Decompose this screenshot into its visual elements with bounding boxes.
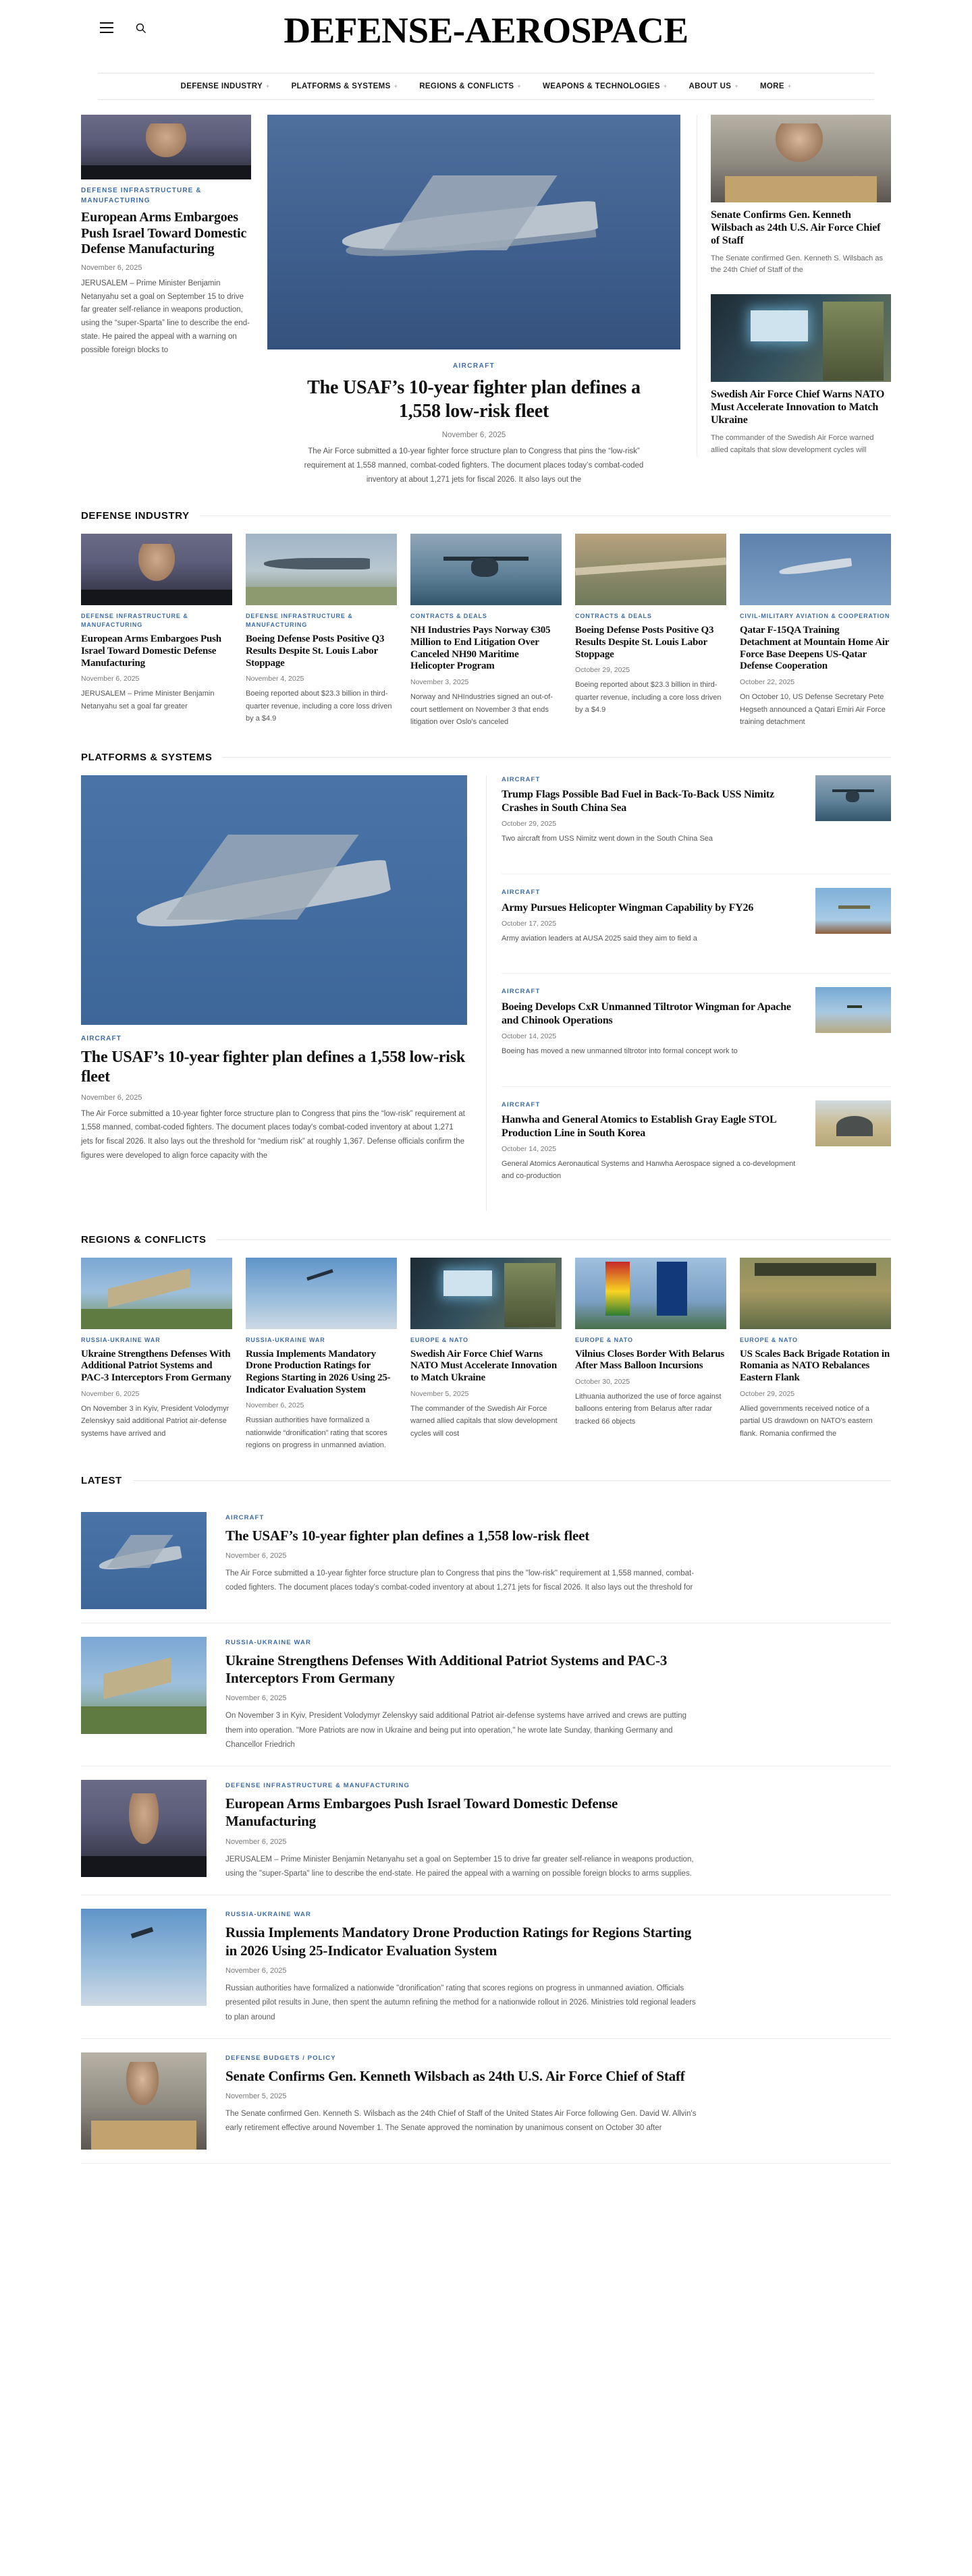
article-excerpt: Norway and NHIndustries signed an out-of-court settlement on November 3 that ends litigation over Oslo's canceled [410,693,553,727]
card-grid [81,534,891,728]
section-regions-conflicts [81,1234,891,1452]
article-excerpt: The commander of the Swedish Air Force warned allied capitals that slow development cycles will cost [410,1404,558,1438]
article-excerpt: JERUSALEM – Prime Minister Benjamin Netanyahu set a goal far greater [81,690,215,710]
section-latest [81,1475,891,2164]
plus-icon: + [266,83,270,90]
article-excerpt: The commander of the Swedish Air Force warned allied capitals that slow development cycles will [711,433,874,454]
article-thumbnail[interactable] [246,1258,397,1329]
list-item[interactable] [502,973,891,1072]
latest-list-item[interactable] [81,1766,891,1895]
list-item[interactable] [502,1086,891,1198]
article-excerpt: Allied governments received notice of a partial US drawdown on NATO's eastern flank. Romania confirmed the [740,1404,873,1438]
article-thumbnail[interactable] [81,1637,207,1734]
article-category[interactable]: CONTRACTS & DEALS [410,613,487,620]
hero-section [81,100,891,487]
plus-icon: + [663,83,668,90]
section-title: PLATFORMS & SYSTEMS [81,751,213,763]
article-headline[interactable]: Boeing Develops CxR Unmanned Tiltrotor Wingman for Apache and Chinook Operations [502,1001,791,1026]
article-thumbnail[interactable] [81,1780,207,1877]
section-title: REGIONS & CONFLICTS [81,1233,207,1245]
article-category[interactable]: DEFENSE INFRASTRUCTURE & MANUFACTURING [81,613,188,629]
article-excerpt: Boeing has moved a new unmanned tiltrotor into formal concept work to [502,1046,738,1055]
article-thumbnail[interactable] [410,534,562,605]
article-headline[interactable]: Boeing Defense Posts Positive Q3 Results Despite St. Louis Labor Stoppage [575,625,714,660]
article-thumbnail[interactable] [81,1258,232,1329]
article-excerpt: Two aircraft from USS Nimitz went down in the South China Sea [502,835,713,843]
section-divider [223,757,891,758]
article-thumbnail[interactable] [740,1258,891,1329]
article-category[interactable]: AIRCRAFT [502,988,541,996]
plus-icon: + [517,83,522,90]
article-thumbnail[interactable] [246,534,397,605]
article-excerpt: The Air Force submitted a 10-year fighter force structure plan to Congress that pins the "low-risk" requirement at 1,558 manned, combat-coded fighters. The document places today's combat-coded inventory at about 1,271 jets for fiscal 2026. It also lays out the threshold for [225,1569,695,1592]
article-thumbnail[interactable] [81,1512,207,1609]
article-category[interactable]: AIRCRAFT [502,888,541,896]
nav-list [170,82,803,90]
nav-item-about-us[interactable] [678,82,749,90]
article-category[interactable]: RUSSIA-UKRAINE WAR [225,1911,311,1919]
article-date: November 6, 2025 [225,1694,287,1703]
section-platforms-systems [81,752,891,1211]
article-card[interactable] [410,534,562,728]
article-headline[interactable]: The USAF’s 10-year fighter plan defines a 1,558 low-risk fleet [225,1527,590,1544]
section-defense-industry [81,510,891,728]
article-category[interactable]: DEFENSE INFRASTRUCTURE & MANUFACTURING [246,613,353,629]
card-grid [81,1258,891,1452]
plus-icon: + [734,83,738,90]
section-header [81,752,891,763]
section-header [81,1475,891,1486]
article-headline[interactable]: Swedish Air Force Chief Warns NATO Must Accelerate Innovation to Match Ukraine [711,389,885,426]
nav-label: WEAPONS & TECHNOLOGIES [543,82,660,90]
nav-label: DEFENSE INDUSTRY [180,82,263,90]
article-card[interactable] [575,534,726,728]
site-header [0,0,972,73]
section-divider [217,1239,891,1240]
article-headline[interactable]: The USAF’s 10-year fighter plan defines a 1,558 low-risk fleet [81,1048,466,1086]
article-headline[interactable]: Hanwha and General Atomics to Establish Gray Eagle STOL Production Line in South Korea [502,1114,776,1140]
platforms-layout [81,775,891,1211]
page-bottom-spacer [81,2164,891,2177]
article-category[interactable]: AIRCRAFT [502,1100,541,1109]
article-date: October 22, 2025 [740,678,795,687]
article-category[interactable]: DEFENSE BUDGETS / POLICY [225,2054,336,2062]
article-card[interactable] [246,534,397,728]
article-excerpt: The Senate confirmed Gen. Kenneth S. Wilsbach as the 24th Chief of Staff of the United States Air Force following Gen. David W. Allvin's early retirement effective around November 1. The Senate approved the nomination by unanimous consent on October 30 after [225,2110,697,2133]
article-headline[interactable]: The USAF’s 10-year fighter plan defines a 1,558 low-risk fleet [307,376,641,422]
article-headline[interactable]: Qatar F-15QA Training Detachment at Mountain Home Air Force Base Deepens US-Qatar Defense Cooperation [740,625,889,672]
article-thumbnail[interactable] [81,1909,207,2006]
section-header [81,510,891,522]
article-excerpt: Boeing reported about $23.3 billion in third-quarter revenue, including a core loss driven by a $4.9 [246,690,392,723]
article-date: November 6, 2025 [81,675,140,683]
article-date: October 14, 2025 [502,1145,557,1154]
article-thumbnail[interactable] [815,987,891,1033]
article-category[interactable]: DEFENSE INFRASTRUCTURE & MANUFACTURING [225,1782,410,1790]
article-thumbnail[interactable] [815,1100,891,1146]
article-headline[interactable]: European Arms Embargoes Push Israel Toward Domestic Defense Manufacturing [81,210,247,257]
article-date: October 29, 2025 [575,666,630,675]
article-card[interactable] [81,534,232,728]
article-headline[interactable]: European Arms Embargoes Push Israel Toward Domestic Defense Manufacturing [225,1795,618,1830]
nav-label: REGIONS & CONFLICTS [419,82,514,90]
article-excerpt: Boeing reported about $23.3 billion in third-quarter revenue, including a core loss driven by a $4.9 [575,681,722,715]
article-category[interactable]: RUSSIA-UKRAINE WAR [225,1638,311,1646]
article-excerpt: Russian authorities have formalized a nationwide “dronification” rating that scores regions on progress in unmanned aviation. [246,1416,387,1450]
hero-main-article[interactable] [267,115,680,487]
article-category[interactable]: EUROPE & NATO [410,1336,468,1343]
article-headline[interactable]: European Arms Embargoes Push Israel Toward Domestic Defense Manufacturing [81,634,221,669]
article-card[interactable] [740,1258,891,1452]
article-headline[interactable]: Trump Flags Possible Bad Fuel in Back-To-Back USS Nimitz Crashes in South China Sea [502,789,774,814]
site-title[interactable]: DEFENSE-AEROSPACE [284,10,688,51]
section-divider [200,515,891,516]
article-card[interactable] [575,1258,726,1452]
section-title: LATEST [81,1474,122,1486]
article-category[interactable]: AIRCRAFT [225,1513,265,1521]
article-date: November 4, 2025 [246,675,304,683]
plus-icon: + [394,83,398,90]
article-headline[interactable]: Senate Confirms Gen. Kenneth Wilsbach as 24th U.S. Air Force Chief of Staff [711,209,881,246]
list-item[interactable] [502,775,891,860]
article-category[interactable]: DEFENSE INFRASTRUCTURE & MANUFACTURING [81,187,202,204]
article-thumbnail[interactable] [575,534,726,605]
nav-item-defense-industry[interactable] [170,82,281,90]
article-date: November 5, 2025 [410,1389,469,1398]
article-card[interactable] [246,1258,397,1452]
article-card[interactable] [740,534,891,728]
article-excerpt: JERUSALEM – Prime Minister Benjamin Netanyahu set a goal on September 15 to drive far greater self-reliance in weapons production, using the "super-Sparta" line to describe the end-state. He paired the appeal with a warning on possible foreign blocks to arms supplies. [225,1855,694,1878]
article-date: November 6, 2025 [225,1967,287,1976]
article-thumbnail[interactable] [575,1258,726,1329]
article-date: November 6, 2025 [246,1401,304,1410]
article-headline[interactable]: Vilnius Closes Border With Belarus After Mass Balloon Incursions [575,1348,725,1372]
article-thumbnail[interactable] [81,534,232,605]
article-headline[interactable]: Russia Implements Mandatory Drone Production Ratings for Regions Starting in 2026 Using 25-Indicator Evaluation System [225,1924,692,1959]
article-excerpt: On November 3 in Kyiv, President Volodymyr Zelenskyy said additional Patriot air-defense systems have arrived and [81,1404,230,1438]
article-headline[interactable]: NH Industries Pays Norway €305 Million to End Litigation Over Canceled NH90 Maritime Helicopter Program [410,625,551,672]
article-thumbnail[interactable] [267,115,680,349]
article-excerpt: Lithuania authorized the use of force against balloons entering from Belarus after radar tracked 66 objects [575,1392,722,1426]
article-date: November 6, 2025 [81,263,142,272]
article-excerpt: The Senate confirmed Gen. Kenneth S. Wilsbach as the 24th Chief of Staff of the [711,254,883,275]
section-title: DEFENSE INDUSTRY [81,510,190,522]
nav-item-regions-conflicts[interactable] [408,82,532,90]
article-headline[interactable]: Russia Implements Mandatory Drone Production Ratings for Regions Starting in 2026 Using 25-Indicator Evaluation System [246,1348,391,1395]
article-headline[interactable]: Army Pursues Helicopter Wingman Capability by FY26 [502,901,754,914]
article-date: November 6, 2025 [81,1389,140,1398]
nav-label: PLATFORMS & SYSTEMS [291,82,391,90]
plus-icon: + [787,83,792,90]
article-excerpt: On November 3 in Kyiv, President Volodymyr Zelenskyy said additional Patriot air-defense systems have arrived and crews are putting them into operation. "More Patriots are now in Ukraine and being put into operation," he wrote late Sunday, thanking Germany and Chancellor Friedrich [225,1712,687,1749]
article-date: October 29, 2025 [502,820,557,829]
hero-sidebar [697,115,891,487]
nav-item-more[interactable] [749,82,803,90]
article-date: October 14, 2025 [502,1032,557,1040]
list-item[interactable] [502,874,891,959]
latest-list-item[interactable] [81,1499,891,1623]
article-date: November 6, 2025 [225,1837,287,1846]
article-thumbnail[interactable] [711,294,891,382]
article-excerpt: The Air Force submitted a 10-year fighter force structure plan to Congress that pins the “low-risk” requirement at 1,558 manned, combat-coded fighters. The document places today's combat-coded inventory at about 1,271 jets for fiscal 2026. It also lays out the threshold for “medium risk” at roughly 1,367. Defense officials confirm the figures were developed to align force capacity with the [81,1109,465,1160]
main-navigation [98,73,874,100]
latest-list-item[interactable] [81,2039,891,2164]
article-excerpt: JERUSALEM – Prime Minister Benjamin Netanyahu set a goal on September 15 to drive far greater self-reliance in weapons production, using the “super-Sparta” line to describe the end-state. He paired the appeal with a warning on possible foreign blocks to [81,279,250,354]
article-category[interactable]: AIRCRAFT [452,362,495,370]
sidebar-article[interactable] [711,294,891,456]
article-excerpt: Army aviation leaders at AUSA 2025 said they aim to field a [502,934,697,943]
article-thumbnail[interactable] [410,1258,562,1329]
article-date: November 5, 2025 [225,2092,287,2101]
article-date: November 3, 2025 [410,678,469,687]
article-excerpt: General Atomics Aeronautical Systems and Hanwha Aerospace signed a co-development and co-production [502,1160,796,1180]
article-date: November 6, 2025 [225,1551,287,1560]
article-category[interactable]: AIRCRAFT [81,1034,122,1042]
article-thumbnail[interactable] [711,115,891,202]
article-headline[interactable]: US Scales Back Brigade Rotation in Romania as NATO Rebalances Eastern Flank [740,1348,890,1383]
article-date: November 6, 2025 [441,430,506,439]
nav-label: ABOUT US [688,82,732,90]
article-category[interactable]: EUROPE & NATO [575,1336,633,1343]
article-excerpt: The Air Force submitted a 10-year fighter force structure plan to Congress that pins the “low-risk” requirement at 1,558 manned, combat-coded fighters. The document places today’s combat-coded inventory at about 1,271 jets for fiscal 2026. It also lays out the [304,447,644,484]
article-thumbnail[interactable] [81,115,251,179]
article-headline[interactable]: Senate Confirms Gen. Kenneth Wilsbach as 24th U.S. Air Force Chief of Staff [225,2067,685,2084]
article-category[interactable]: CONTRACTS & DEALS [575,613,652,620]
article-headline[interactable]: Swedish Air Force Chief Warns NATO Must Accelerate Innovation to Match Ukraine [410,1348,557,1383]
platforms-article-list [486,775,891,1211]
article-excerpt: On October 10, US Defense Secretary Pete Hegseth announced a Qatari Emiri Air Force training detachment [740,693,886,727]
article-category[interactable]: CIVIL-MILITARY AVIATION & COOPERATION [740,613,890,620]
nav-item-weapons-technologies[interactable] [532,82,678,90]
article-headline[interactable]: Ukraine Strengthens Defenses With Additional Patriot Systems and PAC-3 Interceptors From Germany [81,1348,232,1383]
article-thumbnail[interactable] [740,534,891,605]
article-thumbnail[interactable] [81,2052,207,2150]
latest-list-item[interactable] [81,1895,891,2038]
article-category[interactable]: RUSSIA-UKRAINE WAR [246,1336,325,1343]
section-divider [133,1480,891,1481]
article-headline[interactable]: Boeing Defense Posts Positive Q3 Results Despite St. Louis Labor Stoppage [246,634,385,669]
article-category[interactable]: RUSSIA-UKRAINE WAR [81,1336,161,1343]
sidebar-article[interactable] [711,115,891,277]
article-category[interactable]: AIRCRAFT [502,775,541,783]
hero-left-article[interactable] [81,115,251,487]
article-card[interactable] [81,1258,232,1452]
section-header [81,1234,891,1245]
article-thumbnail[interactable] [815,888,891,934]
article-excerpt: Russian authorities have formalized a nationwide "dronification" rating that scores regions on progress in unmanned aviation. Officials presented pilot results in June, then spent the autumn refining the method for a nationwide rollout in 2026. Ministries told regional leaders to plan around [225,1984,696,2021]
article-headline[interactable]: Ukraine Strengthens Defenses With Additional Patriot Systems and PAC-3 Interceptors From Germany [225,1652,668,1686]
nav-label: MORE [759,82,784,90]
latest-list-item[interactable] [81,1623,891,1766]
article-date: November 6, 2025 [81,1093,142,1102]
article-date: October 29, 2025 [740,1389,795,1398]
article-thumbnail[interactable] [815,775,891,821]
article-thumbnail[interactable] [81,775,467,1025]
feature-article[interactable] [81,775,467,1211]
article-date: October 17, 2025 [502,919,557,928]
article-category[interactable]: EUROPE & NATO [740,1336,798,1343]
article-card[interactable] [410,1258,562,1452]
nav-item-platforms-systems[interactable] [281,82,409,90]
article-date: October 30, 2025 [575,1377,630,1386]
